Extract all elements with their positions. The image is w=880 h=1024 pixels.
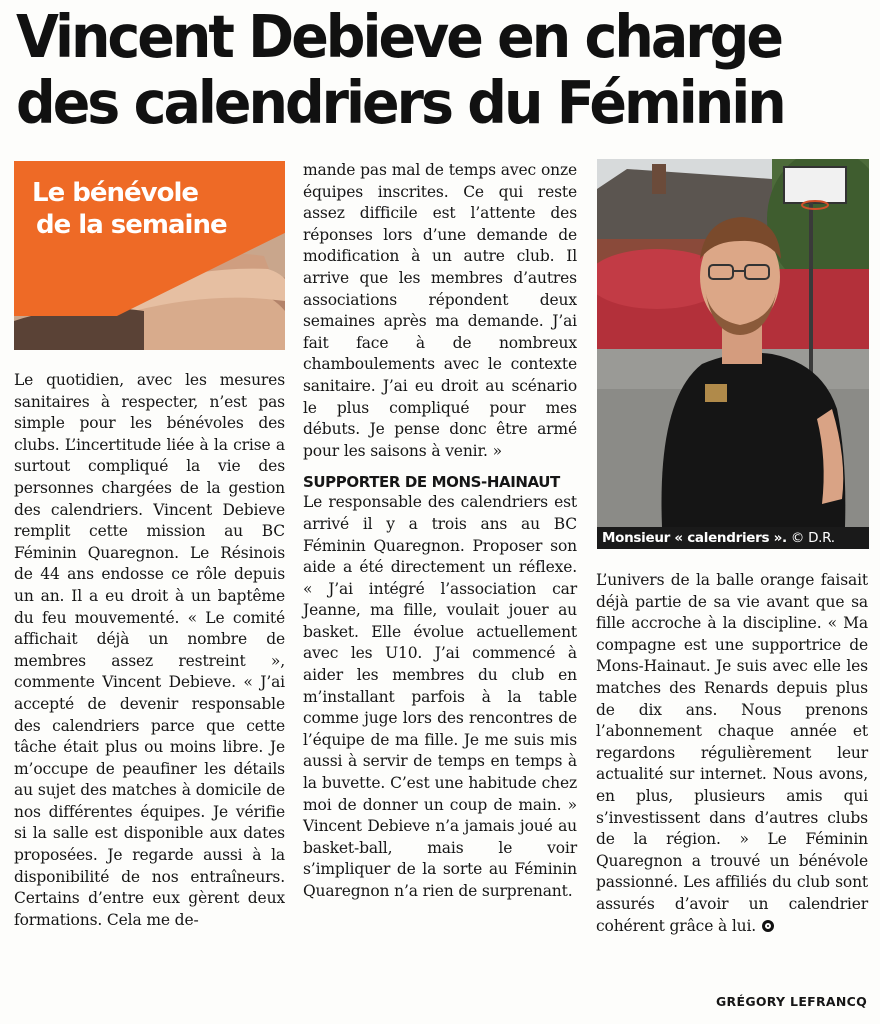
byline: GRÉGORY LEFRANCQ: [716, 994, 868, 1009]
body-paragraph-1: Le quotidien, avec les mesures sanitaires à respecter, n’est pas simple pour les bénévoles des clubs. L’incertitude liée à la crise a surtout compliqué la vie des personnes chargées de la gestion des calendriers. Vincent Debieve remplit cette mission au BC Féminin Quaregnon. Le Résinois de 44 ans endosse ce rôle depuis un an. Il a eu droit à un baptême du feu mouvementé. « Le comité affichait déjà un nombre de membres assez restreint », commente Vincent Debieve. « J’ai accepté de devenir responsable des calendriers parce que cette tâche était plus ou moins libre. Je m’occupe de peaufiner les détails au sujet des matches à domicile de nos différentes équipes. Je vérifie si la salle est disponible aux dates proposées. Je regarde aussi à la disponibilité de nos entraîneurs. Certains d’entre eux gèrent deux formations. Cela me de-: [14, 371, 285, 929]
photo-credit: © D.R.: [790, 530, 835, 546]
section-subhead: SUPPORTER DE MONS-HAINAUT: [303, 473, 560, 492]
end-of-article-icon: [762, 920, 774, 932]
article-column-2: [303, 160, 577, 903]
portrait-photo: [597, 159, 869, 527]
photo-caption: [597, 527, 869, 549]
body-paragraph-4: L’univers de la balle orange faisait déjà partie de sa vie avant que sa fille accroche à la discipline. « Ma compagne est une supportrice de Mons-Hainaut. Je suis avec elle les matches des Renards depuis plus de dix ans. Nous prenons l’abonnement chaque année et regardons régulièrement leur actualité sur internet. Nous avons, en plus, plusieurs amis qui s’investissent dans d’autres clubs de la région. » Le Féminin Quaregnon a trouvé un bénévole passionné. Les affiliés du club sont assurés d’avoir un calendrier cohérent grâce à lui.: [596, 571, 868, 935]
headline: Vincent Debieve en charge des calendriers du Féminin: [16, 2, 784, 137]
kicker-text: [32, 177, 227, 241]
caption-text: Monsieur « calendriers ».: [602, 530, 787, 546]
article-column-1: [14, 370, 285, 931]
kicker-line-2: de la semaine: [36, 210, 227, 240]
body-paragraph-3: Le responsable des calendriers est arrivé il y a trois ans au BC Féminin Quaregnon. Proposer son aide a été directement un réflexe. « J’ai intégré l’association car Jeanne, ma fille, voulait jouer au basket. Elle évolue actuellement avec les U10. J’ai commencé à aider les membres du club en m’installant parfois à la table comme juge lors des rencontres de l’équipe de ma fille. Je me suis mis aussi à servir de temps en temps à la buvette. C’est une habitude chez moi de donner un coup de main. » Vincent Debieve n’a jamais joué au basket-ball, mais le voir s’impliquer de la sorte au Féminin Quaregnon n’a rien de surprenant.: [303, 493, 577, 900]
kicker-line-1: Le bénévole: [32, 178, 198, 208]
portrait-image: [597, 159, 869, 527]
kicker-box: [14, 161, 285, 350]
body-paragraph-2: mande pas mal de temps avec onze équipes inscrites. Ce qui reste assez difficile est l’attente des réponses lors d’une demande de modification à un autre club. Il arrive que les membres d’autres associations répondent deux semaines après ma demande. J’ai fait face à de nombreux chamboulements avec le contexte sanitaire. J’ai eu droit au scénario le plus compliqué pour mes débuts. Je pense donc être armé pour les saisons à venir. »: [303, 161, 577, 460]
article-column-3: [596, 570, 868, 937]
